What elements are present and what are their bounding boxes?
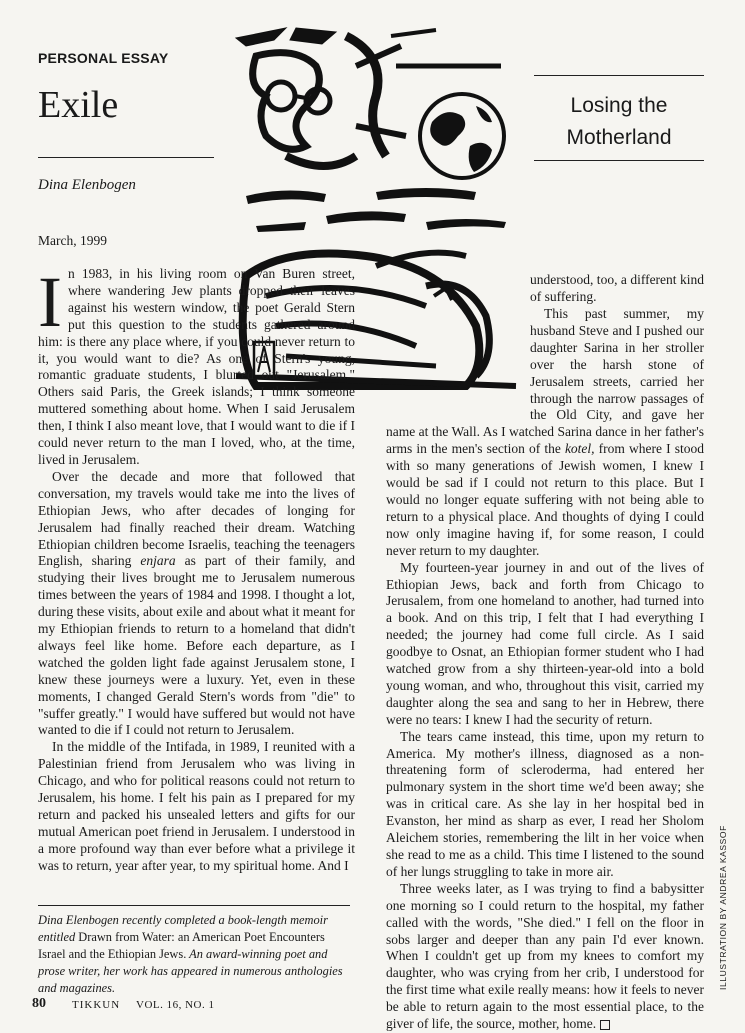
paragraph-opening: In 1983, in his living room on Van Buren street, where wandering Jew plants dropped their leaves against his western window, the poet Gerald Stern put this question to the students gathered around him: is there any place where, if you could never return to it, you would want to die? As one of Stern's young, romantic graduate students, I blurted out "Jerusalem." Others said Paris, the Greek islands; I think someone muttered something about home. When I said Jerusalem then, I think I also meant love, that I would want to die if I could never return to the man I loved, who, at the time, lived in Jerusalem. <box>38 262 355 467</box>
section-kicker: PERSONAL ESSAY <box>38 50 169 66</box>
article-title: Exile <box>38 84 119 126</box>
article-subtitle <box>534 90 704 154</box>
subtitle-rule-top <box>534 75 704 76</box>
paragraph: The tears came instead, this time, upon my return to America. My mother's illness, diagnosed as a non-threatening form of scleroderma, had entered her pulmonary system in the short time we'd been away; she was in critical care. As she lay in her hospital bed in Evanston, her mind as sharp as ever, I read her Sholom Aleichem stories, remembering the lilt in her voice when she read to me as a child. This time I listened to the sound of her lungs struggling to take in more air. <box>386 728 704 879</box>
author-bio: Dina Elenbogen recently completed a book-length memoir entitled Drawn from Water: an American Poet Encounters Israel and the Ethiopian Jews. An award-winning poet and prose writer, her work has appeared in numerous anthologies and magazines. <box>38 913 343 995</box>
magazine-name: TIKKUN <box>72 999 121 1011</box>
paragraph: Three weeks later, as I was trying to find a babysitter one morning so I could return to the hospital, my father called with the words, "She died." I fell on the floor in sobs larger and deeper than any pain I'd ever known. When I couldn't get up from my knees to comfort my daughter, who was crying from her crib, I understood for the first time what exile really means: how it feels to never be able to return again to the most essential place, to the giver of life, the source, mother, home. <box>386 880 704 1032</box>
paragraph: In the middle of the Intifada, in 1989, I reunited with a Palestinian friend from Jerusalem who was living in Chicago, and who for political reasons could not return to Jerusalem, his home. I felt his pain as I prepared for my return and packed his unsealed letters and gifts for our mutual American poet friend in Jerusalem. I understood in a more profound way than ever before what a privilege it was to return, year after year, to my spiritual home. And I <box>38 739 355 873</box>
subtitle-line-1: Losing the <box>570 94 668 117</box>
author-byline: Dina Elenbogen <box>38 177 136 193</box>
cloud-streaks <box>246 188 506 232</box>
article-date: March, 1999 <box>38 233 107 248</box>
illustration-credit: ILLUSTRATION BY ANDREA KASSOF <box>718 825 728 990</box>
globe-figure <box>420 94 504 178</box>
end-mark-icon <box>600 1020 610 1030</box>
body-column-2 <box>386 306 704 1033</box>
book-title: Drawn from Water: an American Poet Encounters Israel and the Ethiopian Jews. <box>38 930 325 961</box>
issue-info: VOL. 16, NO. 1 <box>136 999 215 1011</box>
title-rule <box>38 157 214 158</box>
page-number: 80 <box>32 996 46 1011</box>
paragraph: This past summer, my husband Steve and I pushed our daughter Sarina in her stroller over the harsh stone of Jerusalem streets, carried her through the narrow passages of the Old City, and gave her name at the Wall. As I watched Sarina dance in her father's arms in the men's section of the kotel, from where I stood with so many generations of Jewish women, I knew I would be sad if I could not return to this place. But I would no longer equate suffering with not being able to return to a physical place. And thoughts of dying I could now only imagine having if, for some reason, I could never return to my daughter. <box>386 306 704 558</box>
body-column-1 <box>38 262 355 875</box>
subtitle-rule-bottom <box>534 160 704 161</box>
drop-cap: I <box>38 262 62 342</box>
bio-rule <box>38 905 350 906</box>
paragraph: Over the decade and more that followed that conversation, my travels would take me into the lives of Ethiopian Jews, who after decades of longing for Jerusalem had finally reached their dream. Watching Ethiopian children become Israelis, teaching the teenagers English, sharing enjara as part of their family, and studying their lives brought me to Jerusalem numerous times between the years of 1984 and 1998. I thought a lot, during these visits, about exile and about what it meant for my Ethiopian friends to return to a homeland that didn't always feel like home. Before each departure, as I watched the golden light fade against Jerusalem stone, I knew these journeys were a luxury. Yet, even in these moments, I changed Gerald Stern's words from "die" to "suffer greatly." I would have suffered but would not have wanted to die if I could not return to Jerusalem. <box>38 468 355 738</box>
paragraph: understood, too, a different kind of suffering. <box>530 272 704 304</box>
paragraph: My fourteen-year journey in and out of the lives of Ethiopian Jews, back and forth from Chicago to Jerusalem, from one homeland to another, had turned into a book. And on this trip, I felt that I had everything I needed; the journey had come full circle. As I said goodbye to Osnat, an Ethiopian former student who I had watched grow from a shy thirteen-year-old into a bold young woman, and who, throughout this visit, carried my daughter along the sea and sang to her in Hebrew, there were no tears: I knew I had the security of return. <box>386 559 704 727</box>
subtitle-line-2: Motherland <box>566 126 672 149</box>
body-column-2-top <box>530 272 704 306</box>
